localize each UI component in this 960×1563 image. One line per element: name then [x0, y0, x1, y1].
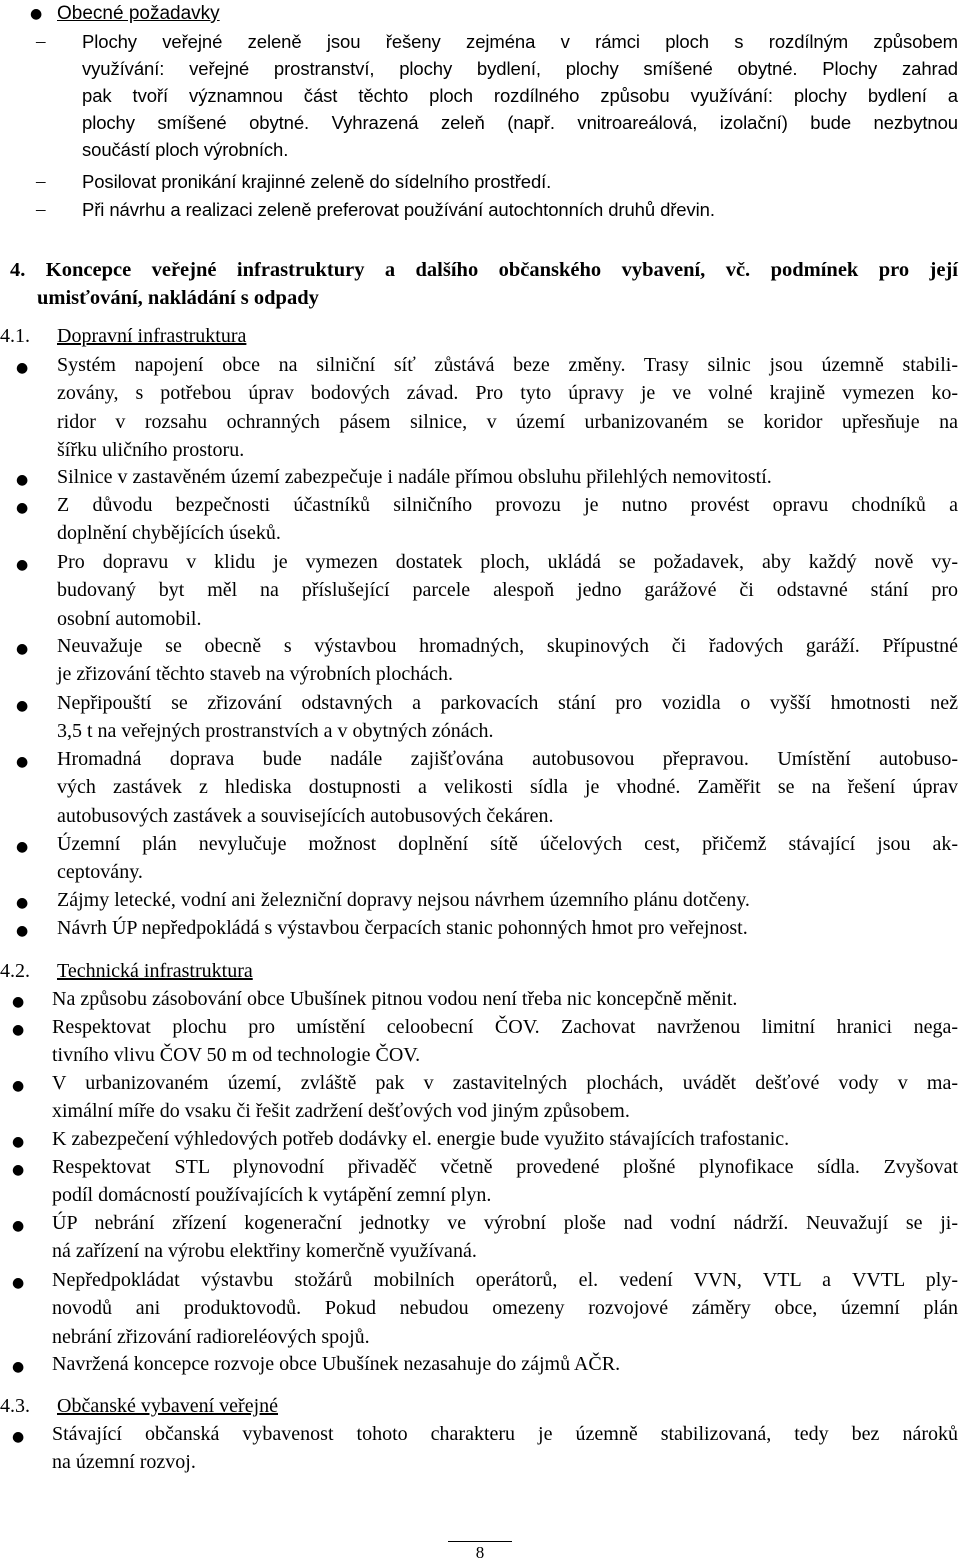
bullet-icon: ●	[16, 895, 29, 911]
transport-item-10: Návrh ÚP nepředpokládá s výstavbou čerpacích stanic pohonných hmot pro veřejnost.	[57, 917, 748, 939]
chapter-heading: 4. Koncepce veřejné infrastruktury a dalšího občanského vybavení, vč. podmínek pro její umisťování, nakládání s odpady	[10, 259, 958, 309]
bullet-icon: ●	[16, 360, 29, 376]
technical-item-7: Nepředpokládat výstavbu stožárů mobilních operátorů, el. vedení VVN, VTL a VVTL ply- novodů ani produktovodů. Pokud nebudou omezeny rozvojové záměry obce, územní plán nebrání zřizování radioreléových spojů.	[52, 1269, 958, 1348]
transport-item-2: Silnice v zastavěném území zabezpečuje i nadále přímou obsluhu přilehlých nemovitostí.	[57, 466, 772, 488]
bullet-icon: ●	[16, 698, 29, 714]
section-title-civic: Občanské vybavení veřejné	[57, 1395, 279, 1417]
bullet-icon: ●	[16, 472, 29, 488]
bullet-icon: ●	[12, 1134, 25, 1150]
civic-item-1: Stávající občanská vybavenost tohoto charakteru je územně stabilizovaná, tedy bez nároků na územní rozvoj.	[52, 1423, 958, 1474]
technical-item-5: Respektovat STL plynovodní přivaděč včetně provedené plošné plynofikace sídla. Zvyšovat podíl domácností používajících k vytápění zemní plyn.	[52, 1156, 958, 1207]
technical-item-1: Na způsobu zásobování obce Ubušínek pitnou vodou není třeba nic koncepčně měnit.	[52, 988, 738, 1010]
technical-item-6: ÚP nebrání zřízení kogenerační jednotky ve výrobní ploše nad vodní nádrží. Neuvažují se ji- ná zařízení na výrobu elektřiny komerčně využívaná.	[52, 1212, 958, 1263]
transport-item-8: Územní plán nevylučuje možnost doplnění sítě účelových cest, přičemž stávající jsou ak- ceptovány.	[57, 833, 958, 884]
dash-icon: –	[36, 171, 46, 192]
bullet-icon: ●	[12, 1078, 25, 1094]
page-number: 8	[475, 1543, 485, 1562]
section-number: 4.1.	[0, 325, 30, 347]
transport-item-1: Systém napojení obce na silniční síť zůstává beze změny. Trasy silnic jsou územně stabili- zovány, s potřebou úprav bodových závad. Pro tyto úpravy je ve volné krajině vymezen ko- ridor v rozsahu ochranných pásem silnice, v území urbanizovaném se koridor upřesňuje na šířku uličního prostoru.	[57, 354, 958, 461]
dash-icon: –	[36, 199, 46, 220]
technical-item-2: Respektovat plochu pro umístění celoobecní ČOV. Zachovat navrženou limitní hranici nega- tivního vlivu ČOV 50 m od technologie ČOV.	[52, 1016, 958, 1067]
transport-item-7: Hromadná doprava bude nadále zajišťována autobusovou přepravou. Umístění autobuso- vých zastávek z hlediska dostupnosti a velikosti sídla je vhodné. Zaměřit se na řešení úprav autobusových zastávek a souvisejících autobusových čekáren.	[57, 748, 958, 827]
transport-item-4: Pro dopravu v klidu je vymezen dostatek ploch, ukládá se požadavek, aby každý nově vy- budovaný byt měl na příslušející parcele alespoň jedno garážové či odstavné stání pro osobní automobil.	[57, 551, 958, 630]
transport-item-6: Nepřipouští se zřizování odstavných a parkovacích stání pro vozidla o vyšší hmotnosti než 3,5 t na veřejných prostranstvích a v obytných zónách.	[57, 692, 958, 743]
general-item-1: Plochy veřejné zeleně jsou řešeny zejména v rámci ploch s rozdílným způsobem využívání: veřejné prostranství, plochy bydlení, plochy smíšené obytné. Plochy zahrad pak tvoří významnou část těchto ploch rozdílného způsobu využívání: plochy bydlení a plochy smíšené obytné. Vyhrazená zeleň (např. vnitroareálová, izolační) bude nezbytnou součástí ploch výrobních.	[82, 31, 958, 160]
bullet-icon: ●	[12, 1162, 25, 1178]
bullet-icon: ●	[16, 923, 29, 939]
bullet-icon: ●	[16, 839, 29, 855]
bullet-icon: ●	[12, 1218, 25, 1234]
technical-item-4: K zabezpečení výhledových potřeb dodávky el. energie bude využito stávajících trafostanic.	[52, 1128, 790, 1150]
bullet-icon: ●	[12, 994, 25, 1010]
section-number: 4.3.	[0, 1395, 30, 1417]
bullet-icon: ●	[16, 500, 29, 516]
footer-divider	[448, 1541, 512, 1542]
bullet-icon: ●	[16, 641, 29, 657]
transport-item-5: Neuvažuje se obecně s výstavbou hromadných, skupinových či řadových garáží. Přípustné je zřizování těchto staveb na výrobních plochách.	[57, 635, 958, 686]
bullet-icon: ●	[12, 1022, 25, 1038]
bullet-icon: ●	[16, 754, 29, 770]
section-title-transport: Dopravní infrastruktura	[57, 325, 247, 347]
section-number: 4.2.	[0, 960, 30, 982]
bullet-icon: ●	[30, 6, 43, 22]
general-item-2: Posilovat pronikání krajinné zeleně do sídelního prostředí.	[82, 171, 552, 192]
bullet-icon: ●	[12, 1275, 25, 1291]
technical-item-8: Navržená koncepce rozvoje obce Ubušínek nezasahuje do zájmů AČR.	[52, 1353, 621, 1375]
dash-icon: –	[36, 31, 46, 52]
transport-item-9: Zájmy letecké, vodní ani železniční dopravy nejsou návrhem územního plánu dotčeny.	[57, 889, 750, 911]
general-item-3: Při návrhu a realizaci zeleně preferovat používání autochtonních druhů dřevin.	[82, 199, 715, 220]
bullet-icon: ●	[16, 557, 29, 573]
transport-item-3: Z důvodu bezpečnosti účastníků silničního provozu je nutno provést opravu chodníků a doplnění chybějících úseků.	[57, 494, 958, 545]
bullet-icon: ●	[12, 1429, 25, 1445]
section-title-technical: Technická infrastruktura	[57, 960, 253, 982]
bullet-icon: ●	[12, 1359, 25, 1375]
section-title-general: Obecné požadavky	[57, 3, 220, 24]
technical-item-3: V urbanizovaném území, zvláště pak v zastavitelných plochách, uvádět dešťové vody v ma- ximální míře do vsaku či řešit zadržení dešťových vod jiným způsobem.	[52, 1072, 958, 1123]
